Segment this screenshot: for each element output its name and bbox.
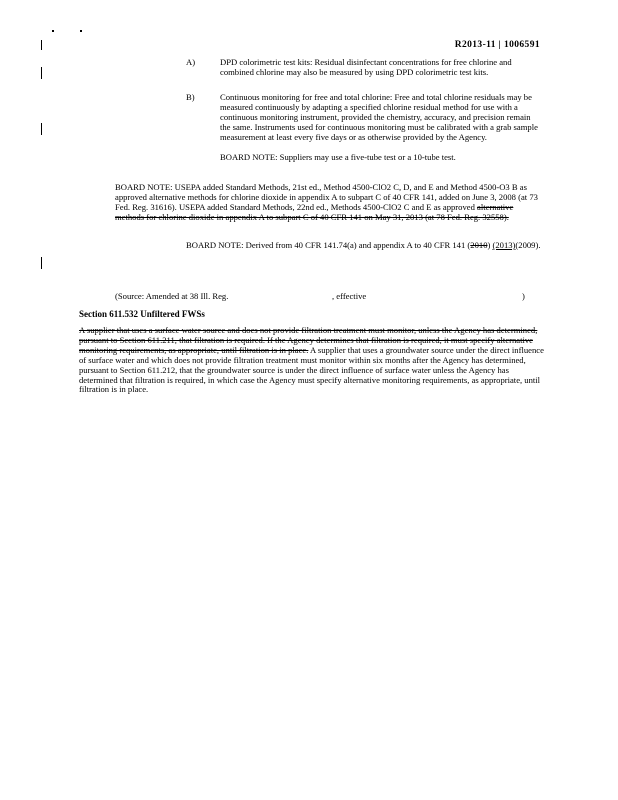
- document-id-header: R2013-11 | 1006591: [454, 40, 540, 50]
- board-note-struck-text: alternative methods for chlorine dioxide in appendix A to subpart C of 40 CFR 141 on May 31, 2013 (at 78 Fed. Reg. 32558).: [115, 201, 514, 222]
- item-b-body: Continuous monitoring for free and total chlorine: Free and total chlorine residuals may be measured continuously by adapting a specified chlorine residual method for use with a continuous monitoring instrument, provided the chemistry, accuracy, and precision remain the same. Instruments used for continuous monitoring must be calibrated with a grab sample measurement at least every five days or as otherwise provided by the Agency.: [220, 92, 538, 142]
- derivation-struck-year: 2010: [470, 240, 488, 250]
- section-body-paragraph: [79, 326, 545, 395]
- source-open: (Source: Amended at 38 Ill. Reg.: [115, 291, 229, 301]
- derivation-mid: ): [487, 240, 493, 250]
- scan-mark: [80, 30, 82, 32]
- board-note-derivation: [186, 241, 544, 251]
- change-bar: [41, 257, 42, 269]
- change-bar: [41, 40, 42, 50]
- change-bar: [41, 67, 42, 79]
- derivation-prefix: BOARD NOTE: Derived from 40 CFR 141.74(a) and appendix A to 40 CFR 141 (: [186, 240, 471, 250]
- item-text: [220, 93, 538, 162]
- item-label: A): [186, 57, 196, 67]
- item-label: B): [186, 92, 195, 102]
- body-struck-text: A supplier that uses a surface water source and does not provide filtration treatment must monitor, unless the Agency has determined, pursuant to Section 611.211, that filtration is required. If the Agency determines that filtration is required, it must specify alternative monitoring requirements, as appropriate, until filtration is in place.: [79, 325, 538, 355]
- derivation-suffix: (2009).: [515, 240, 541, 250]
- source-close: ): [522, 291, 525, 301]
- board-note-methods: [115, 183, 543, 223]
- body-text: A supplier that uses a groundwater source under the direct influence of surface water and which does not provide filtration treatment must monitor within six months after the Agency has determined, pursuant to Section 611.212, that the groundwater source is under the direct influence of surface water unless the Agency has determined that filtration is required, in which case the Agency must specify alternative monitoring requirements, as appropriate, until filtration is in place.: [79, 344, 544, 395]
- board-note-text: BOARD NOTE: USEPA added Standard Methods, 21st ed., Method 4500-ClO2 C, D, and E and Method 4500-O3 B as approved alternative methods for chlorine dioxide in appendix A to subpart C of 40 CFR 141, added on June 3, 2008 (at 73 Fed. Reg. 31616). USEPA added Standard Methods, 22nd ed., Methods 4500-ClO2 C and E as approved: [115, 182, 538, 212]
- section-heading: Section 611.532 Unfiltered FWSs: [79, 309, 205, 319]
- scan-mark: [52, 30, 54, 32]
- change-bar: [41, 123, 42, 135]
- source-effective: , effective: [332, 291, 367, 301]
- item-text: DPD colorimetric test kits: Residual disinfectant concentrations for free chlorine and combined chlorine may also be measured by using DPD colorimetric test kits.: [220, 57, 512, 77]
- item-b-board-note: BOARD NOTE: Suppliers may use a five-tube test or a 10-tube test.: [220, 151, 456, 162]
- derivation-new-year: (2013): [492, 240, 516, 250]
